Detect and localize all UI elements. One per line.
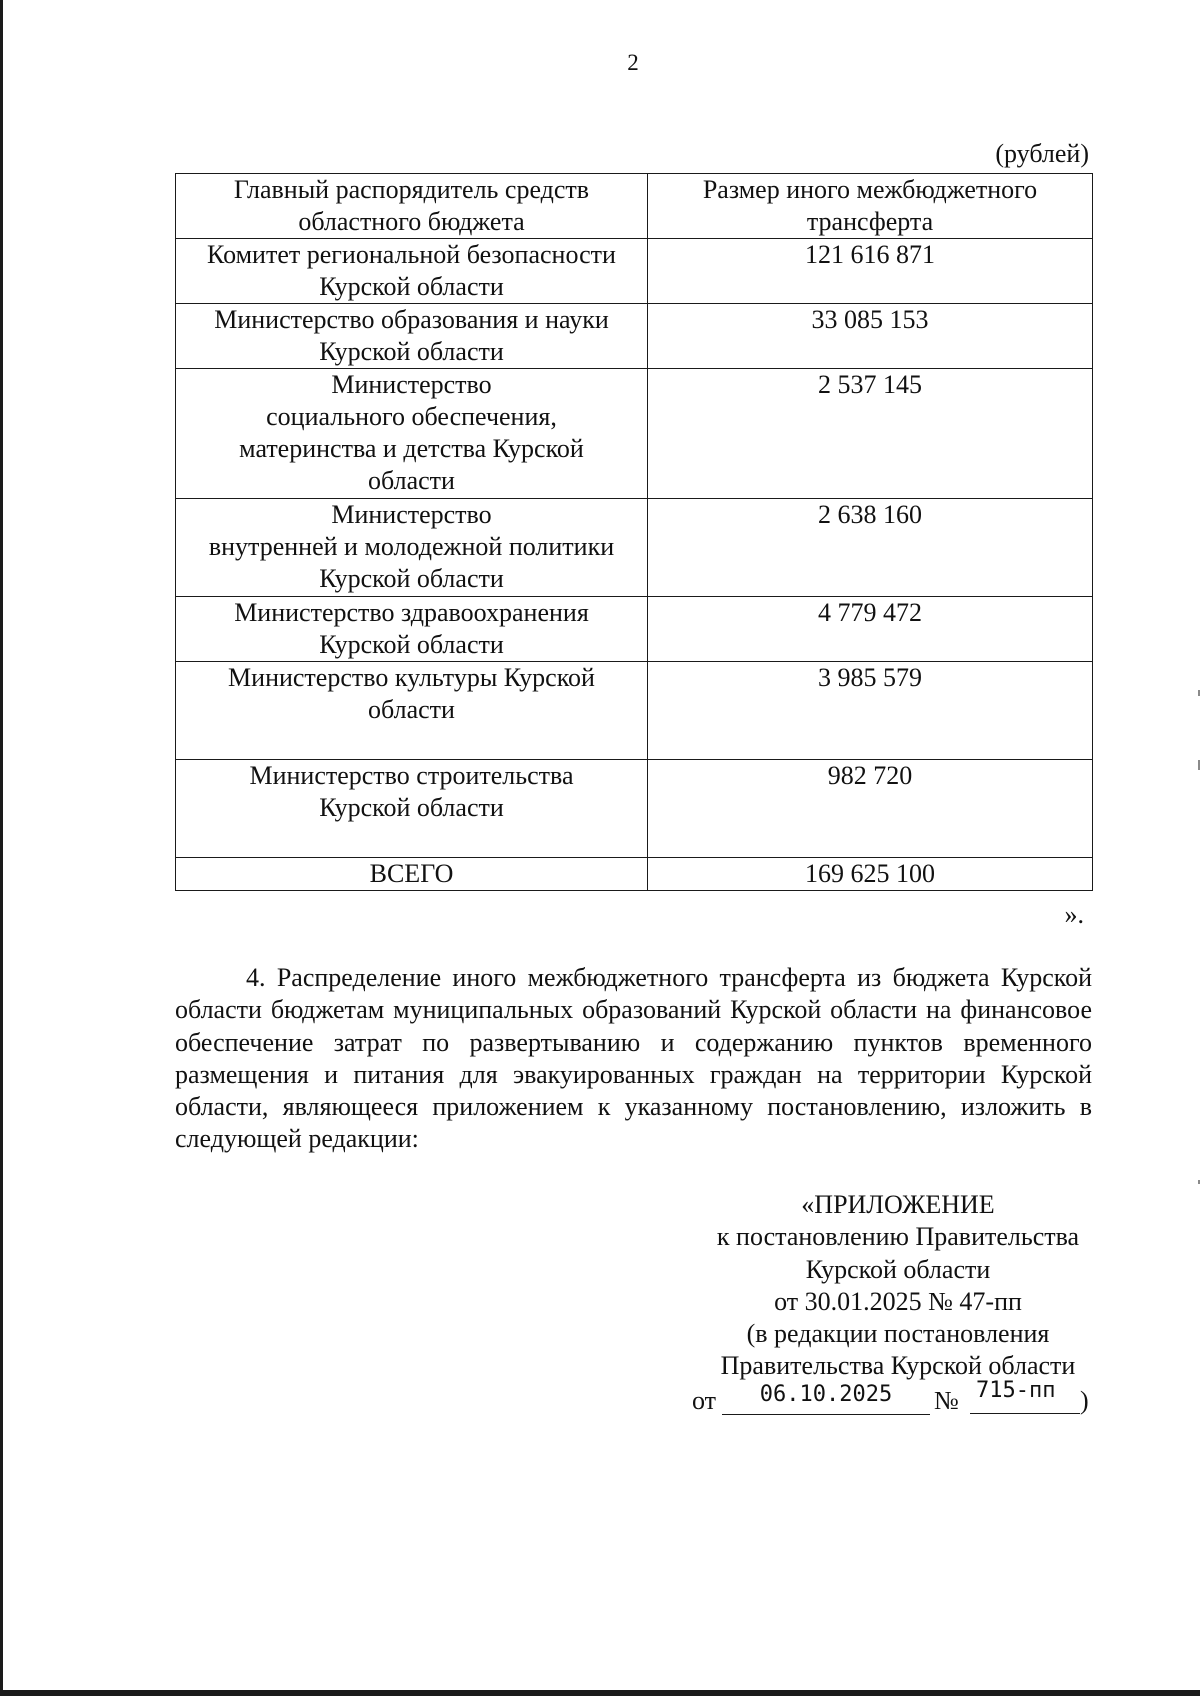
table-row [176, 369, 1093, 499]
appendix-line: от 30.01.2025 № 47-пп [774, 1286, 1022, 1316]
row-amount: 982 720 [648, 760, 1093, 858]
row-amount: 33 085 153 [648, 304, 1093, 369]
row-distributor: Министерство культуры Курской области [176, 662, 648, 760]
closing-paren: ) [1080, 1386, 1089, 1415]
revision-date-field: 06.10.2025 [722, 1382, 930, 1415]
appendix-heading [683, 1189, 1113, 1383]
table-row [176, 499, 1093, 597]
appendix-line: (в редакции постановления [746, 1319, 1050, 1349]
table-row [176, 239, 1093, 304]
appendix-line: «ПРИЛОЖЕНИЕ [801, 1190, 995, 1219]
revision-reference-line [690, 1378, 1094, 1418]
revision-number-field: 715-пп [970, 1378, 1080, 1414]
appendix-line: к постановлению Правительства [716, 1222, 1080, 1252]
table-row [176, 597, 1093, 662]
row-amount: 2 537 145 [648, 369, 1093, 499]
total-label: ВСЕГО [176, 858, 648, 891]
table-row [176, 760, 1093, 858]
row-amount: 3 985 579 [648, 662, 1093, 760]
row-distributor: Министерство социального обеспечения, материнства и детства Курской области [176, 369, 648, 499]
prefix-ot: от [692, 1386, 717, 1415]
row-distributor: Комитет региональной безопасности Курской области [176, 239, 648, 304]
header-distributor: Главный распорядитель средств областного бюджета [176, 174, 648, 239]
total-amount: 169 625 100 [648, 858, 1093, 891]
row-distributor: Министерство внутренней и молодежной политики Курской области [176, 499, 648, 597]
appendix-line: Курской области [805, 1254, 991, 1284]
units-label: (рублей) [995, 139, 1089, 168]
row-distributor: Министерство строительства Курской области [176, 760, 648, 858]
row-amount: 121 616 871 [648, 239, 1093, 304]
row-distributor: Министерство образования и науки Курской области [176, 304, 648, 369]
table-header-row [176, 174, 1093, 239]
table-row [176, 304, 1093, 369]
table-row [176, 662, 1093, 760]
header-amount: Размер иного межбюджетного трансферта [648, 174, 1093, 239]
transfers-table [175, 173, 1093, 891]
page-number: 2 [627, 50, 639, 75]
table-total-row [176, 858, 1093, 891]
row-amount: 2 638 160 [648, 499, 1093, 597]
row-amount: 4 779 472 [648, 597, 1093, 662]
paragraph-4: 4. Распределение иного межбюджетного трансферта из бюджета Курской области бюджетам муниципальных образований Курской области на финансовое обеспечение затрат по развертыванию и содержанию пунктов временного размещения и питания для эвакуированных граждан на территории Курской области, являющееся приложением к указанному постановлению, изложить в следующей редакции: [175, 963, 1092, 1154]
closing-quote: ». [1064, 900, 1084, 929]
number-sign: № [934, 1386, 959, 1415]
row-distributor: Министерство здравоохранения Курской области [176, 597, 648, 662]
appendix-line: Правительства Курской области [720, 1351, 1076, 1381]
